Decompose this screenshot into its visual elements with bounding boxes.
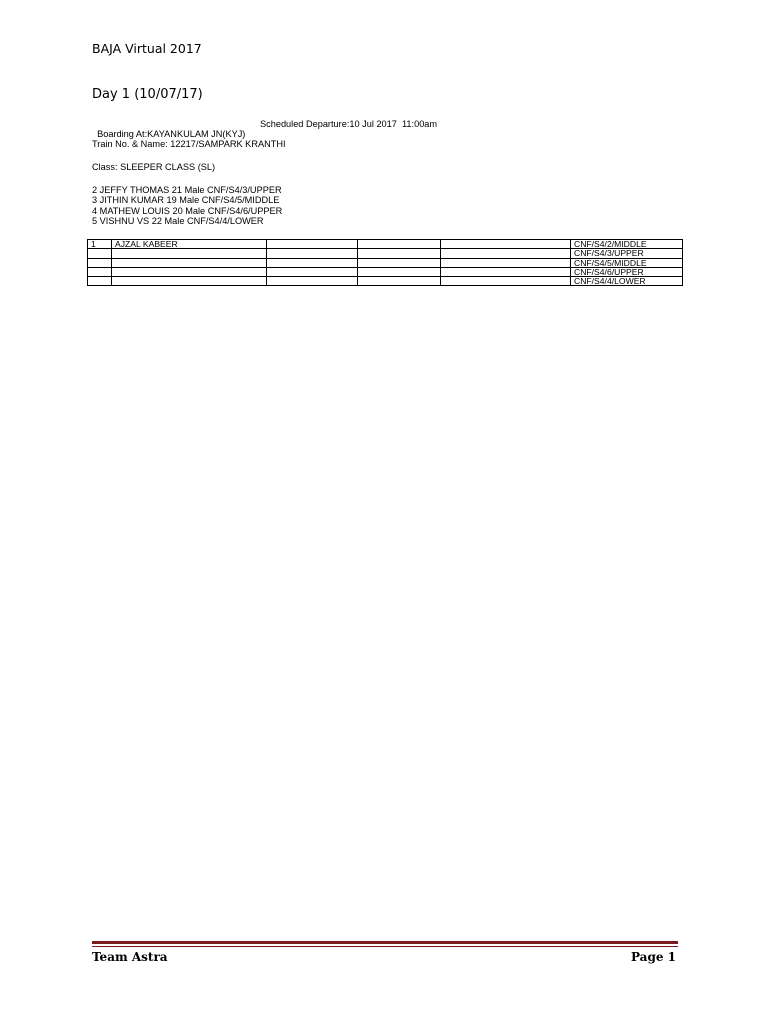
table-cell — [358, 258, 441, 267]
table-cell: CNF/S4/6/UPPER — [571, 267, 683, 276]
table-cell — [88, 267, 112, 276]
table-cell — [358, 267, 441, 276]
table-cell — [441, 240, 571, 249]
table-cell: AJZAL KABEER — [112, 240, 267, 249]
table-cell — [267, 267, 358, 276]
table-cell — [112, 258, 267, 267]
passenger-line: 4 MATHEW LOUIS 20 Male CNF/S4/6/UPPER — [92, 205, 283, 216]
table-row — [88, 277, 683, 286]
table-row — [88, 240, 683, 249]
table-cell — [358, 240, 441, 249]
table-cell — [267, 240, 358, 249]
table-cell: CNF/S4/3/UPPER — [571, 249, 683, 258]
class-info: Class: SLEEPER CLASS (SL) — [92, 162, 216, 172]
footer-page-number: Page 1 — [630, 950, 676, 964]
scheduled-departure: Scheduled Departure:10 Jul 2017 11:00am — [260, 119, 438, 129]
day-title: Day 1 (10/07/17) — [92, 87, 203, 102]
train-info: Train No. & Name: 12217/SAMPARK KRANTHI — [92, 139, 286, 149]
table-row — [88, 258, 683, 267]
table-cell — [358, 277, 441, 286]
table-row — [88, 249, 683, 258]
table-cell — [358, 249, 441, 258]
footer-team-name: Team Astra — [92, 950, 168, 964]
table-cell — [112, 267, 267, 276]
table-cell — [267, 277, 358, 286]
document-header-title: BAJA Virtual 2017 — [92, 41, 202, 56]
passenger-line: 2 JEFFY THOMAS 21 Male CNF/S4/3/UPPER — [92, 185, 282, 195]
table-cell: 1 — [88, 240, 112, 249]
table-cell — [88, 258, 112, 267]
footer-divider-thick — [92, 941, 678, 944]
table-cell — [88, 277, 112, 286]
table-cell — [441, 277, 571, 286]
table-cell — [441, 267, 571, 276]
table-cell — [441, 249, 571, 258]
passenger-list — [92, 185, 282, 226]
table-cell — [112, 277, 267, 286]
table-cell — [112, 249, 267, 258]
boarding-station: Boarding At:KAYANKULAM JN(KYJ) — [97, 129, 246, 139]
table-cell — [267, 249, 358, 258]
seat-table — [87, 239, 683, 286]
table-cell: CNF/S4/2/MIDDLE — [571, 240, 683, 249]
table-cell — [267, 258, 358, 267]
footer-divider-thin — [92, 946, 678, 947]
table-cell: CNF/S4/4/LOWER — [571, 277, 683, 286]
table-cell — [441, 258, 571, 267]
table-row — [88, 267, 683, 276]
passenger-line: 5 VISHNU VS 22 Male CNF/S4/4/LOWER — [92, 215, 264, 226]
table-cell — [88, 249, 112, 258]
table-cell: CNF/S4/5/MIDDLE — [571, 258, 683, 267]
passenger-line: 3 JITHIN KUMAR 19 Male CNF/S4/5/MIDDLE — [92, 195, 280, 206]
